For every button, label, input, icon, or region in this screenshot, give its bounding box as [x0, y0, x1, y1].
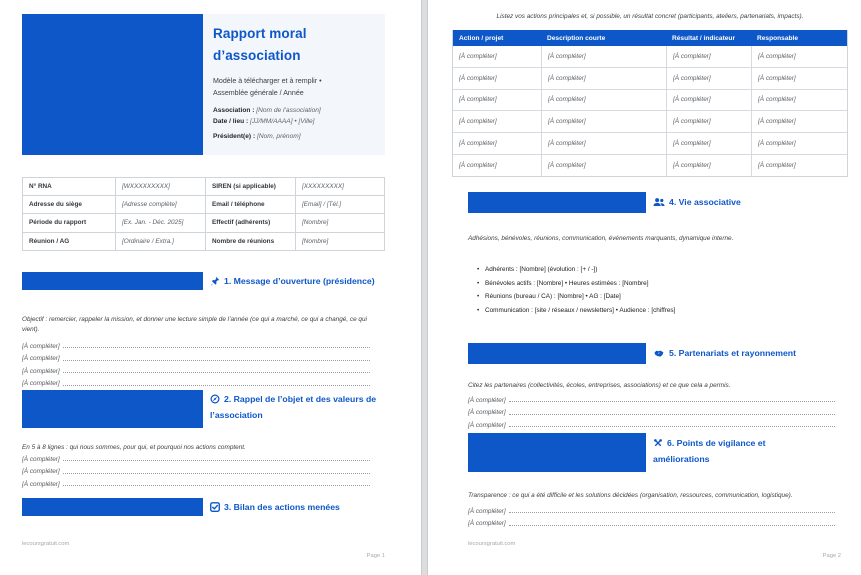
fill-line: [À compléter] [22, 338, 370, 351]
section-6-fill-lines [468, 503, 835, 528]
dotted-leader [509, 525, 835, 526]
page-title: Rapport moral d’association [213, 26, 307, 63]
dotted-leader [63, 360, 370, 361]
table-cell: [À compléter] [541, 90, 666, 111]
section-3-title: 3. Bilan des actions menées [210, 498, 340, 518]
table-row [453, 133, 847, 155]
table-row [453, 46, 847, 68]
table-cell: Période du rapport [29, 219, 87, 227]
table-cell: [À compléter] [541, 133, 666, 154]
table-cell: [À compléter] [459, 52, 497, 60]
table-cell: [À compléter] [751, 68, 847, 89]
table-cell: [À compléter] [751, 90, 847, 111]
table-cell: [À compléter] [459, 96, 497, 104]
list-item: • Adhérents : [Nombre] (évolution : [+ / -]) [468, 263, 848, 277]
footer-site: lecoursgratuit.com [22, 541, 70, 547]
table-cell: [WXXXXXXXXX] [115, 178, 205, 195]
compass-icon [210, 394, 220, 409]
table-cell: [À compléter] [751, 155, 847, 176]
table-cell: [À compléter] [459, 74, 497, 82]
column-header: Description courte [547, 34, 606, 42]
bullet-dot: • [477, 279, 480, 287]
table-cell: Adresse du siège [29, 201, 82, 209]
section-1-hint: Objectif : remercier, rappeler la mission, et donner une lecture simple de l’année (ce qui a marché, ce qui a changé, ce qui vient). [22, 316, 367, 333]
fill-line: [À compléter] [468, 516, 835, 529]
cover-block [22, 14, 385, 155]
dotted-leader [509, 401, 835, 402]
table-cell: [À compléter] [541, 155, 666, 176]
table-row [23, 178, 384, 196]
section-4-hint: Adhésions, bénévoles, réunions, communication, événements marquants, dynamique interne. [468, 235, 734, 242]
dotted-leader [63, 372, 370, 373]
table-row [453, 111, 847, 133]
dotted-leader [63, 485, 370, 486]
cover-panel [203, 14, 385, 155]
identity-table [22, 177, 385, 251]
table-cell: [À compléter] [751, 111, 847, 132]
tools-icon [653, 438, 663, 453]
table-cell: [À compléter] [666, 133, 751, 154]
fill-line: [À compléter] [468, 405, 835, 418]
dotted-leader [63, 460, 370, 461]
dotted-leader [509, 414, 835, 415]
date-line: Date / lieu : [JJ/MM/AAAA] • [Ville] [213, 117, 315, 125]
section-5-title: 5. Partenariats et rayonnement [653, 343, 796, 366]
section-accent-bar [468, 343, 646, 364]
table-cell: [À compléter] [666, 90, 751, 111]
dotted-leader [63, 347, 370, 348]
actions-intro: Listez vos actions principales et, si possible, un résultat concret (participants, ateliers, partenariats, impacts). [496, 13, 804, 20]
section-2-title: 2. Rappel de l’objet et des valeurs de l’association [210, 394, 377, 420]
section-4-title: 4. Vie associative [653, 192, 741, 215]
fill-line: [À compléter] [22, 363, 370, 376]
actions-table-header [453, 30, 847, 46]
bullet-dot: • [477, 266, 480, 273]
president-line: Président(e) : [Nom, prénom] [213, 133, 301, 140]
cover-subtitle: Modèle à télécharger et à remplir • Assemblée générale / Année [213, 77, 322, 97]
document-page-2 [428, 0, 861, 575]
dotted-leader [509, 512, 835, 513]
section-5-hint: Citez les partenaires (collectivités, écoles, entreprises, associations) et ce que cela a permis. [468, 382, 731, 389]
table-cell: [À compléter] [666, 68, 751, 89]
fill-line: [À compléter] [468, 392, 835, 405]
table-cell: [À compléter] [459, 118, 497, 126]
cover-image-placeholder [22, 14, 203, 155]
table-cell: [Adresse complète] [115, 196, 205, 213]
table-row [23, 233, 384, 251]
section-6-header [468, 433, 823, 472]
column-header: Résultat / indicateur [672, 34, 736, 42]
document-page-1 [0, 0, 421, 575]
table-cell: [À compléter] [541, 111, 666, 132]
table-cell: [À compléter] [751, 133, 847, 154]
section-1-title: 1. Message d’ouverture (présidence) [210, 272, 375, 292]
table-cell: SIREN (si applicable) [205, 178, 295, 195]
dotted-leader [509, 426, 835, 427]
section-6-title: 6. Points de vigilance et améliorations [653, 438, 766, 464]
table-row [23, 196, 384, 214]
association-line: Association : [Nom de l’association] [213, 107, 321, 114]
section-2-header [22, 390, 382, 428]
section-1-fill-lines [22, 338, 370, 388]
page-number: Page 2 [822, 553, 841, 559]
section-5-fill-lines [468, 392, 835, 430]
users-icon [653, 194, 665, 215]
column-header: Action / projet [459, 34, 504, 42]
list-item: • Bénévoles actifs : [Nombre] • Heures estimées : [Nombre] [468, 277, 848, 291]
section-accent-bar [22, 390, 203, 428]
fill-line: [À compléter] [22, 464, 370, 477]
table-row [453, 155, 847, 176]
section-accent-bar [468, 192, 646, 213]
table-cell: [XXXXXXXXX] [295, 178, 384, 195]
section-5-header [468, 343, 796, 366]
table-cell: [À compléter] [541, 46, 666, 67]
table-row [453, 90, 847, 112]
section-4-header [468, 192, 741, 215]
table-cell: [À compléter] [666, 111, 751, 132]
cover-meta [213, 106, 375, 143]
table-cell: N° RNA [29, 183, 52, 191]
fill-line: [À compléter] [22, 351, 370, 364]
table-cell: [À compléter] [751, 46, 847, 67]
footer-site: lecoursgratuit.com [468, 541, 516, 547]
bullet-dot: • [477, 293, 480, 301]
table-cell: [Nombre] [295, 214, 384, 231]
handshake-icon [653, 345, 665, 366]
page-gap-divider [421, 0, 428, 575]
page-number: Page 1 [366, 553, 385, 559]
list-item: • Communication : [site / réseaux / newsletters] • Audience : [chiffres] [468, 304, 848, 318]
table-cell: [À compléter] [666, 155, 751, 176]
vie-associative-list [468, 263, 848, 318]
fill-line: [À compléter] [468, 417, 835, 430]
table-cell: Nombre de réunions [205, 233, 295, 250]
section-3-header [22, 498, 340, 518]
table-cell: [À compléter] [666, 46, 751, 67]
section-2-fill-lines [22, 451, 370, 489]
table-cell: [À compléter] [459, 161, 497, 169]
checkbox-icon [210, 500, 220, 518]
section-6-hint: Transparence : ce qui a été difficile et les solutions décidées (organisation, ressources, communication, logistique). [468, 492, 793, 499]
table-cell: [Email] / [Tél.] [295, 196, 384, 213]
fill-line: [À compléter] [22, 451, 370, 464]
table-cell: [À compléter] [541, 68, 666, 89]
pushpin-icon [210, 274, 220, 292]
list-item: • Réunions (bureau / CA) : [Nombre] • AG : [Date] [468, 290, 848, 304]
table-cell: [À compléter] [459, 140, 497, 148]
table-cell: Email / téléphone [205, 196, 295, 213]
column-header: Responsable [757, 34, 799, 42]
section-1-header [22, 272, 375, 292]
section-accent-bar [468, 433, 646, 472]
fill-line: [À compléter] [22, 376, 370, 389]
dotted-leader [63, 473, 370, 474]
table-row [23, 214, 384, 232]
section-2-hint: En 5 à 8 lignes : qui nous sommes, pour qui, et pourquoi nos actions comptent. [22, 444, 246, 451]
table-row [453, 68, 847, 90]
table-cell: Réunion / AG [29, 237, 70, 245]
fill-line: [À compléter] [468, 503, 835, 516]
section-accent-bar [22, 498, 203, 516]
table-cell: Effectif (adhérents) [205, 214, 295, 231]
actions-table [452, 30, 848, 177]
bullet-dot: • [477, 307, 480, 315]
table-cell: [Nombre] [295, 233, 384, 250]
table-cell: [Ex. Jan. - Déc. 2025] [115, 214, 205, 231]
fill-line: [À compléter] [22, 476, 370, 489]
dotted-leader [63, 385, 370, 386]
table-cell: [Ordinaire / Extra.] [115, 233, 205, 250]
section-accent-bar [22, 272, 203, 290]
